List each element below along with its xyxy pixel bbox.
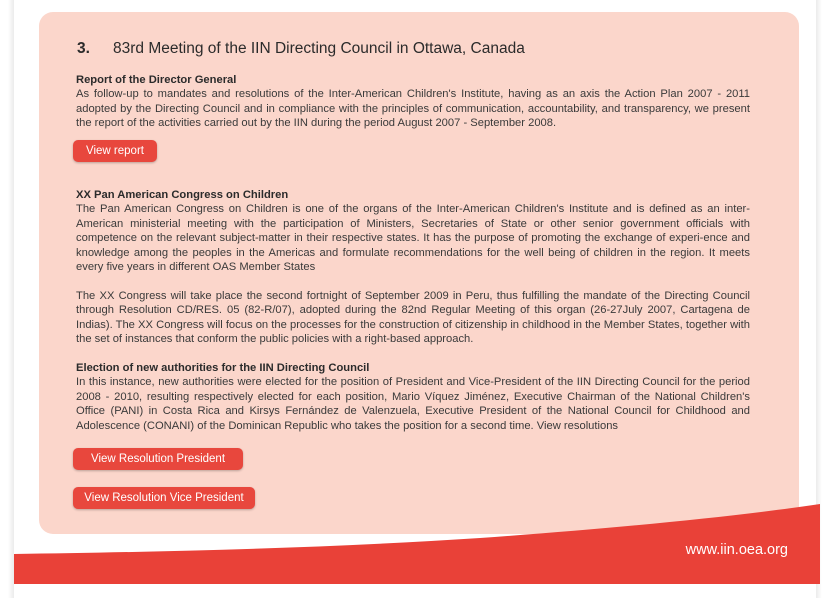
- election-body: In this instance, new authorities were elected for the position of President and Vice-President of the IIN Directing Council for the period 2008 - 2010, resulting respectively elected for each position, Mario Víquez Jiménez, Executive Chairman of the National Children's Office (PANI) in Costa Rica and Kirsys Fernández de Valenzuela, Executive President of the National Council for Childhood and Adolescence (CONANI) of the Dominican Republic who takes the position for a second time. View resolutions: [76, 376, 750, 432]
- section-number: 3.: [77, 40, 90, 57]
- congress-section: [76, 188, 750, 346]
- view-report-button[interactable]: View report: [73, 140, 157, 162]
- report-section: [76, 73, 750, 131]
- report-body: As follow-up to mandates and resolutions of the Inter-American Children's Institute, having as an axis the Action Plan 2007 - 2011 adopted by the Directing Council and in compliance with the principles of communication, accountability, and transparency, we present the report of the activities carried out by the IIN during the period August 2007 - September 2008.: [76, 88, 750, 130]
- congress-title: XX Pan American Congress on Children: [76, 189, 289, 201]
- report-title: Report of the Director General: [76, 74, 237, 86]
- section-title: 83rd Meeting of the IIN Directing Council in Ottawa, Canada: [113, 40, 525, 57]
- congress-body-1: The Pan American Congress on Children is one of the organs of the Inter-American Children's Institute and is defined as an inter-American ministerial meeting with the participation of Ministers, Secretaries of State or other senior government officials with competence on the relevant subject-matter in their respective states. It has the purpose of promoting the exchange of experi-ence and knowledge among the peoples in the Americas and formulate recommendations for the well being of children in the region. It meets every five years in different OAS Member States: [76, 203, 750, 274]
- view-resolution-president-button[interactable]: View Resolution President: [73, 448, 243, 470]
- view-resolution-vice-president-button[interactable]: View Resolution Vice President: [73, 487, 255, 509]
- footer-url[interactable]: www.iin.oea.org: [685, 542, 788, 558]
- congress-body-2: The XX Congress will take place the second fortnight of September 2009 in Peru, thus fulfilling the mandate of the Directing Council through Resolution CD/RES. 05 (82-R/07), adopted during the 82nd Regular Meeting of this organ (26-27July 2007, Cartagena de Indias). The XX Congress will focus on the processes for the construction of citizenship in childhood in the Member States, together with the set of instances that conform the public policies with a right-based approach.: [76, 289, 750, 346]
- section-heading: [77, 40, 525, 58]
- election-title: Election of new authorities for the IIN Directing Council: [76, 362, 370, 374]
- election-section: [76, 361, 750, 433]
